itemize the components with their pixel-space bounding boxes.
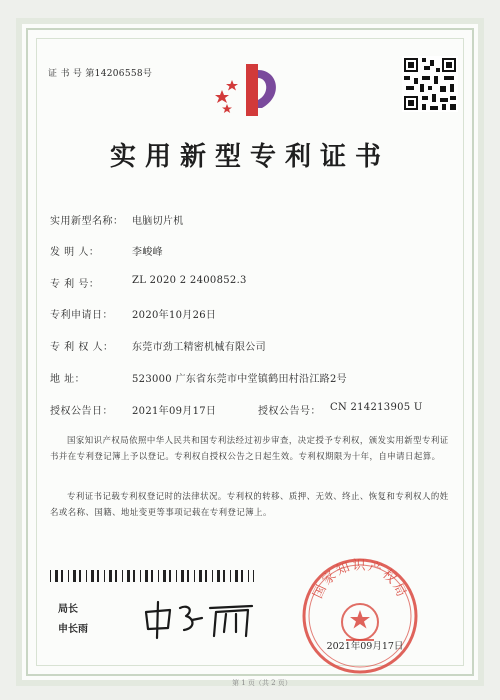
grant-date-row	[50, 402, 216, 417]
qr-code-icon	[402, 56, 458, 112]
address-label: 地 址：	[50, 374, 86, 385]
svg-text:国家知识产权局	[311, 558, 410, 601]
seal-date: 2021年09月17日	[326, 641, 404, 652]
inventor-row	[50, 243, 163, 258]
patent-number-label: 专 利 号：	[50, 279, 100, 290]
director-name: 申长雨	[58, 624, 88, 635]
grant-date-label: 授权公告日：	[50, 406, 113, 417]
certificate-number: 证 书 号 第14206558号	[48, 69, 153, 79]
grant-date-value: 2021年09月17日	[132, 406, 217, 417]
inventor-label: 发 明 人：	[50, 247, 100, 258]
filing-date-row	[50, 306, 216, 321]
patentee-value: 东莞市劲工精密机械有限公司	[132, 342, 266, 353]
grant-number-value: CN 214213905 U	[330, 402, 423, 413]
filing-date-value: 2020年10月26日	[132, 310, 217, 321]
director-title: 局长	[58, 604, 78, 615]
address-row	[50, 370, 347, 385]
legal-status-paragraph: 专利证书记载专利权登记时的法律状况。专利权的转移、质押、无效、终止、恢复和专利权人的姓名或名称、国籍、地址变更等事项记载在专利登记簿上。	[50, 491, 449, 517]
official-seal-icon	[300, 556, 420, 676]
seal-text: 国家知识产权局	[310, 558, 410, 601]
patentee-label: 专 利 权 人：	[50, 342, 114, 353]
patent-number-row	[50, 275, 247, 290]
barcode-icon	[50, 570, 254, 582]
handwritten-signature-icon	[140, 598, 260, 640]
inventor-value: 李峻峰	[132, 247, 163, 258]
address-value: 523000 广东省东莞市中堂镇鹤田村沿江路2号	[132, 374, 347, 385]
filing-date-label: 专利申请日：	[50, 310, 113, 321]
utility-model-name-row	[50, 212, 184, 227]
grant-number-label: 授权公告号：	[258, 406, 321, 417]
patent-number-value: ZL 2020 2 2400852.3	[132, 275, 247, 286]
certificate-title: 实用新型专利证书	[109, 142, 390, 172]
cnipa-logo-icon	[212, 56, 292, 120]
grant-number-row	[258, 402, 423, 417]
utility-model-name-value: 电脑切片机	[132, 216, 184, 227]
patentee-row	[50, 338, 266, 353]
grant-statement-paragraph: 国家知识产权局依照中华人民共和国专利法经过初步审查，决定授予专利权，颁发实用新型专利证书并在专利登记簿上予以登记。专利权自授权公告之日起生效。专利权期限为十年，自申请日起算。	[50, 435, 449, 461]
page-number: 第 1 页（共 2 页）	[232, 679, 292, 687]
utility-model-name-label: 实用新型名称：	[50, 216, 124, 227]
